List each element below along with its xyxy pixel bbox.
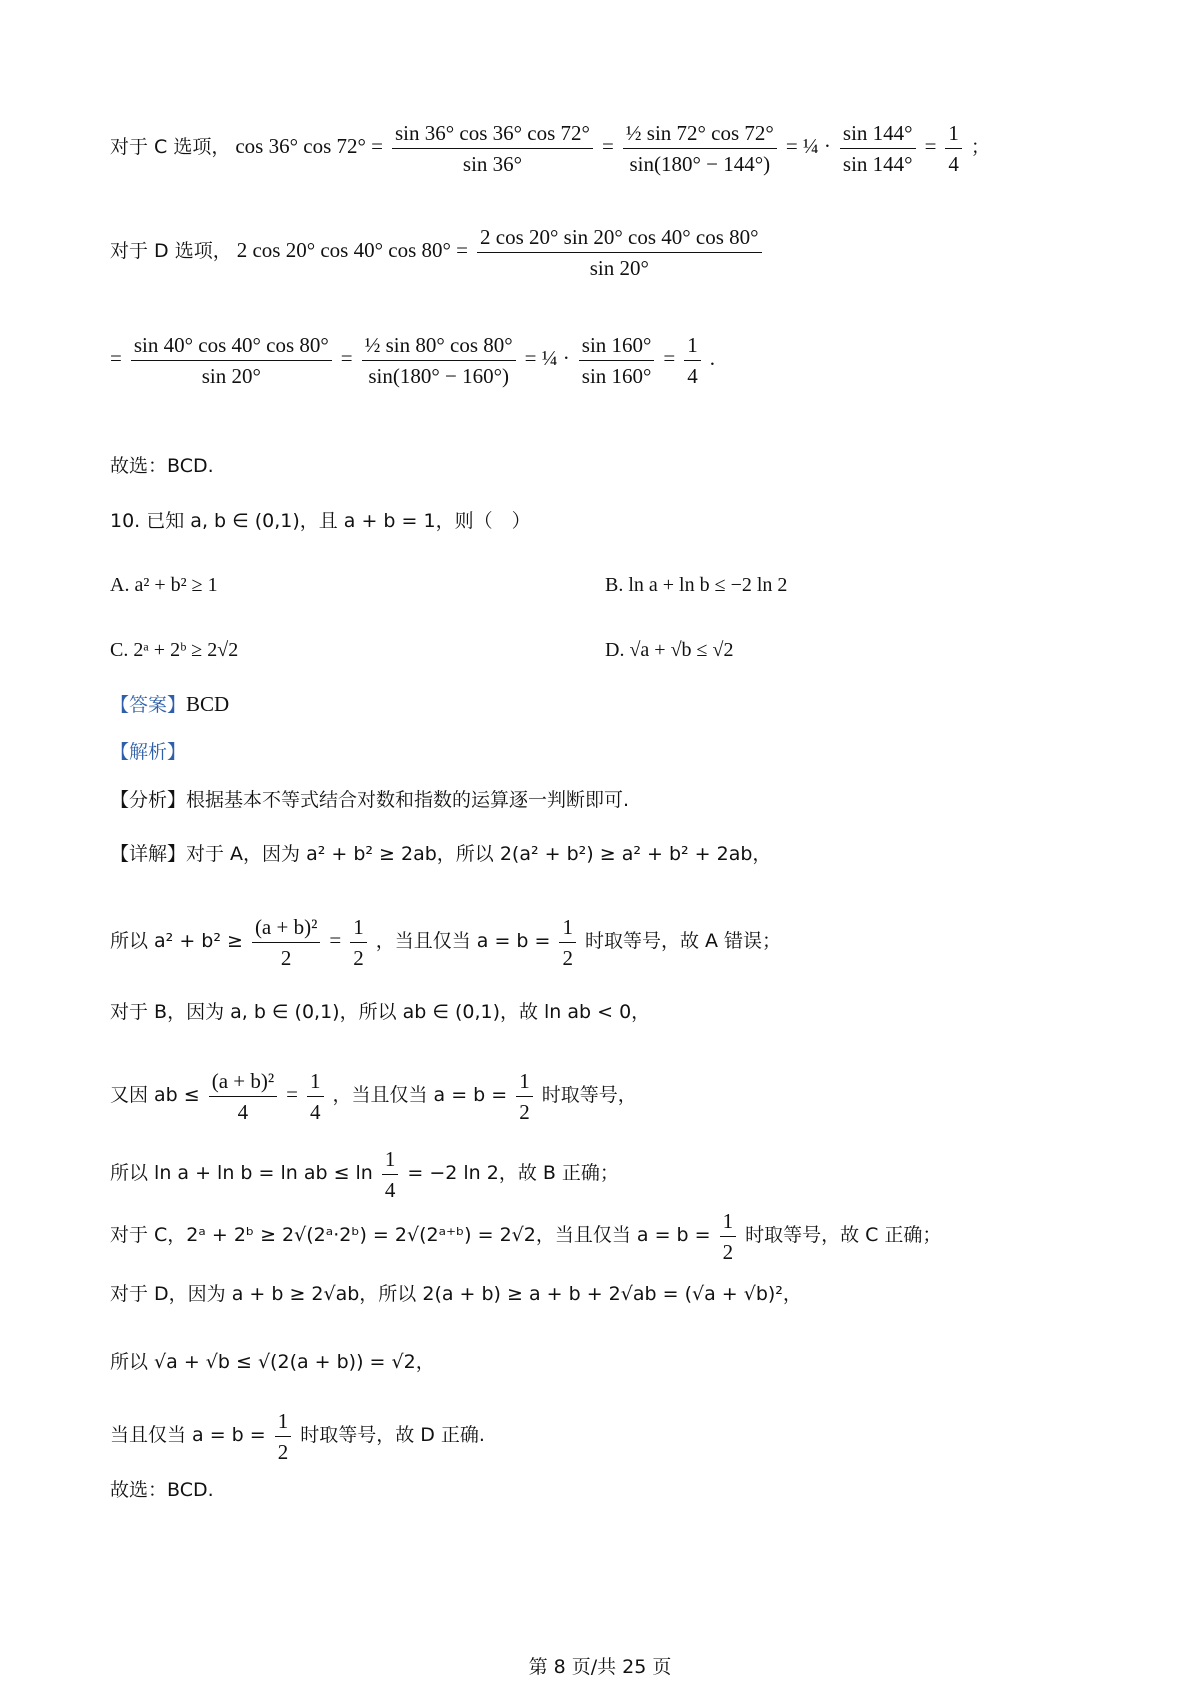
equals-sign: = [329, 928, 342, 953]
equals-sign: = [663, 346, 676, 371]
quarter-factor: = ¼ · [524, 346, 570, 371]
fraction [477, 222, 762, 283]
text: 时取等号，故 C 正确； [745, 1224, 942, 1247]
detail-line-6 [110, 1206, 1140, 1267]
numerator: 1 [350, 912, 367, 943]
option-c-label: 对于 C 选项， [110, 136, 231, 159]
numerator: 1 [684, 330, 701, 361]
answer-value: BCD [186, 692, 230, 716]
detail-line-9 [110, 1406, 1140, 1467]
numerator: sin 36° cos 36° cos 72° [392, 118, 593, 149]
fraction [362, 330, 516, 391]
denominator: sin(180° − 160°) [368, 364, 509, 388]
denominator: 4 [237, 1100, 249, 1124]
detail-line-3: 对于 B，因为 a, b ∈ (0,1)，所以 ab ∈ (0,1)，故 ln ab < 0， [110, 1001, 651, 1023]
fraction [579, 330, 655, 391]
page-footer: 第 8 页/共 25 页 [528, 1656, 672, 1678]
numerator: ½ sin 72° cos 72° [623, 118, 777, 149]
option-a: A. a² + b² ≥ 1 [110, 574, 218, 596]
denominator: sin 20° [201, 364, 261, 388]
equals-sign: = [286, 1082, 298, 1107]
text: ，当且仅当 a = b = [332, 1084, 508, 1107]
numerator: (a + b)² [209, 1066, 277, 1097]
detail-line-2 [110, 912, 1140, 973]
denominator: 2 [519, 1100, 530, 1124]
option-b: B. ln a + ln b ≤ −2 ln 2 [605, 574, 788, 596]
analysis-summary: 【分析】根据基本不等式结合对数和指数的运算逐一判断即可. [110, 789, 630, 811]
analysis-tag: 【解析】 [110, 741, 187, 763]
denominator: 4 [310, 1100, 321, 1124]
fraction [307, 1066, 324, 1127]
option-d-lhs: 2 cos 20° cos 40° cos 80° = [236, 238, 468, 263]
numerator: 1 [382, 1144, 399, 1175]
numerator: 1 [275, 1406, 292, 1437]
numerator: 1 [516, 1066, 533, 1097]
denominator: sin 36° [462, 152, 523, 176]
denominator: 2 [353, 946, 364, 970]
text: 时取等号，故 A 错误； [584, 930, 782, 953]
denominator: sin 160° [581, 364, 652, 388]
equals-sign: = [110, 346, 122, 371]
fraction [559, 912, 576, 973]
denominator: 4 [687, 364, 698, 388]
numerator: 1 [720, 1206, 737, 1237]
fraction [382, 1144, 399, 1205]
text: 时取等号，故 D 正确. [300, 1424, 485, 1447]
option-c-lhs: cos 36° cos 72° = [235, 134, 383, 159]
denominator: 2 [277, 1440, 289, 1464]
equals-sign: = [340, 346, 353, 371]
fraction [275, 1406, 292, 1467]
denominator: 2 [280, 946, 292, 970]
denominator: sin(180° − 144°) [629, 152, 771, 176]
option-c: C. 2ᵃ + 2ᵇ ≥ 2√2 [110, 639, 239, 661]
detail-line-8: 所以 √a + √b ≤ √(2(a + b)) = √2， [110, 1351, 435, 1373]
fraction [392, 118, 593, 179]
option-d-label: 对于 D 选项， [110, 240, 232, 263]
option-d-derivation-cont [110, 330, 1140, 391]
fraction [840, 118, 916, 179]
numerator: sin 144° [840, 118, 916, 149]
choose-answer-2: 故选：BCD. [110, 1479, 214, 1501]
text: 对于 C，2ᵃ + 2ᵇ ≥ 2√(2ᵃ·2ᵇ) = 2√(2ᵃ⁺ᵇ) = 2√2，当且仅当 a = b = [110, 1224, 711, 1247]
fraction [131, 330, 332, 391]
detail-line-1: 【详解】对于 A，因为 a² + b² ≥ 2ab，所以 2(a² + b²) ≥ a² + b² + 2ab， [110, 843, 772, 865]
option-d: D. √a + √b ≤ √2 [605, 639, 734, 661]
numerator: 1 [945, 118, 962, 149]
line-end: . [709, 346, 716, 371]
text: 所以 a² + b² ≥ [110, 930, 243, 953]
detail-line-7: 对于 D，因为 a + b ≥ 2√ab，所以 2(a + b) ≥ a + b + 2√ab = (√a + √b)²， [110, 1283, 802, 1305]
option-c-derivation [110, 118, 1140, 179]
text: 又因 ab ≤ [110, 1084, 200, 1107]
quarter-factor: = ¼ · [785, 134, 831, 159]
numerator: 1 [307, 1066, 324, 1097]
numerator: sin 160° [579, 330, 655, 361]
line-end: ； [970, 136, 990, 159]
numerator: 1 [559, 912, 576, 943]
denominator: 2 [562, 946, 573, 970]
numerator: (a + b)² [252, 912, 320, 943]
detail-line-4 [110, 1066, 1140, 1127]
text: ，当且仅当 a = b = [375, 930, 551, 953]
result-fraction [945, 118, 962, 179]
text: = −2 ln 2，故 B 正确； [407, 1162, 619, 1185]
choose-answer-1: 故选：BCD. [110, 455, 214, 477]
answer-tag: 【答案】 [110, 694, 187, 716]
answer-line [110, 690, 1140, 719]
text: 当且仅当 a = b = [110, 1424, 266, 1447]
question-10-stem: 10. 已知 a, b ∈ (0,1)，且 a + b = 1，则（ ） [110, 510, 531, 532]
text: 时取等号， [541, 1084, 637, 1107]
equals-sign: = [924, 134, 937, 159]
fraction [350, 912, 367, 973]
denominator: 4 [948, 152, 959, 176]
fraction [252, 912, 320, 973]
equals-sign: = [601, 134, 614, 159]
fraction [720, 1206, 737, 1267]
numerator: ½ sin 80° cos 80° [362, 330, 516, 361]
numerator: sin 40° cos 40° cos 80° [131, 330, 332, 361]
fraction [623, 118, 777, 179]
fraction [209, 1066, 277, 1127]
denominator: sin 144° [842, 152, 913, 176]
denominator: 4 [384, 1178, 396, 1202]
detail-line-5 [110, 1144, 1140, 1205]
fraction [516, 1066, 533, 1127]
denominator: sin 20° [589, 256, 649, 280]
numerator: 2 cos 20° sin 20° cos 40° cos 80° [477, 222, 762, 253]
result-fraction [684, 330, 701, 391]
denominator: 2 [722, 1240, 734, 1264]
option-d-derivation [110, 222, 1140, 283]
text: 所以 ln a + ln b = ln ab ≤ ln [110, 1162, 373, 1185]
